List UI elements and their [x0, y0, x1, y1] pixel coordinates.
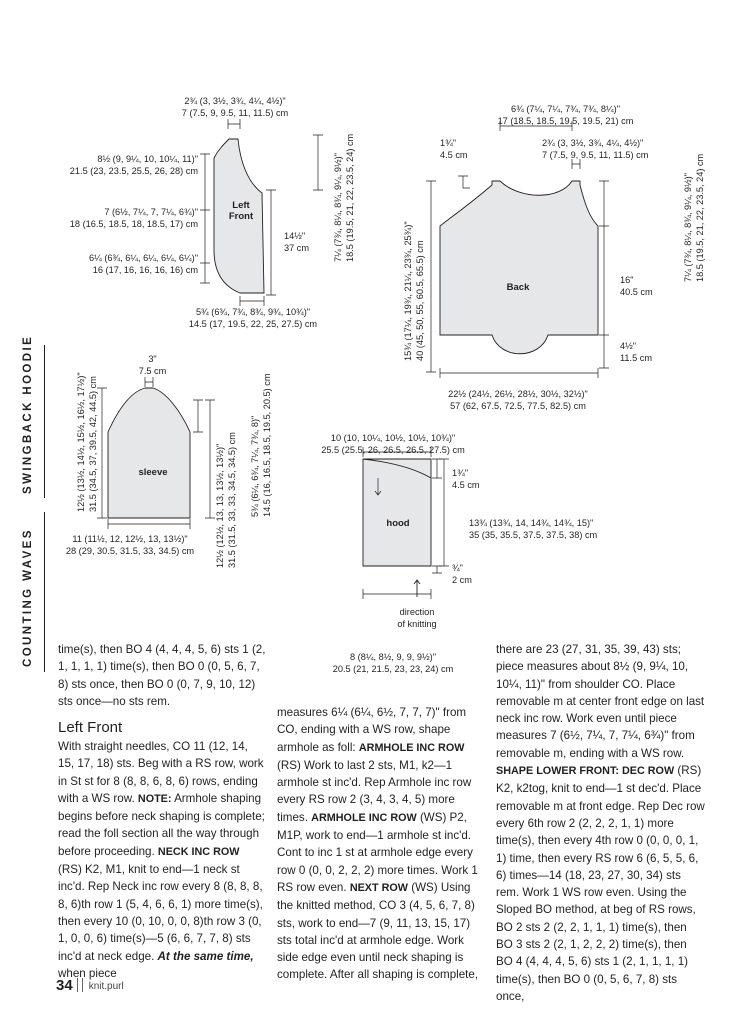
back-title: Back — [506, 282, 530, 293]
back-swing: 4½" 11.5 cm — [620, 341, 652, 363]
back-body-len: 16" 40.5 cm — [620, 275, 653, 297]
hood-direction: direction of knitting — [397, 607, 437, 629]
sleeve-top: 3" 7.5 cm — [138, 354, 167, 376]
lf-armhole: 7¼ (7¾, 8¼, 8¾, 9¼, 9½)" 18.5 (19.5, 21, 22, 23.5, 24) cm — [333, 133, 355, 262]
hood-slope: 1¾" 4.5 cm — [452, 468, 480, 490]
back-bottom-width: 22½ (24½, 26½, 28½, 30½, 32½)" 57 (62, 67.5, 72.5, 77.5, 82.5) cm — [448, 389, 588, 411]
hood-title: hood — [386, 518, 410, 529]
lf-bottom-width: 5¾ (6¾, 7¾, 8¾, 9¾, 10¾)" 14.5 (17, 19.5, 22, 25, 27.5) cm — [188, 307, 318, 329]
back-neck-drop: 1¾" 4.5 cm — [440, 138, 468, 160]
sleeve-left-height: 12½ (13½, 14½, 15½, 16½, 17½)" 31.5 (34.5, 37, 39.5, 42, 44.5) cm — [76, 372, 98, 512]
back-armhole: 7¼ (7¾, 8¼, 8¾, 9¼, 9½)" 18.5 (19.5, 21, 22, 23.5, 24) cm — [683, 153, 705, 282]
sleeve-title: sleeve — [138, 467, 168, 478]
lf-mid-a: 7 (6½, 7¼, 7, 7¼, 6¾)" 18 (16.5, 18.5, 18, 18.5, 17) cm — [69, 207, 198, 229]
section-title: COUNTING WAVES — [22, 528, 34, 667]
hood-notch: ¾" 2 cm — [452, 563, 472, 585]
pattern-title: SWINGBACK HOODIE — [22, 334, 34, 494]
lf-length: 14½" 37 cm — [284, 231, 310, 253]
footer-divider — [77, 978, 83, 992]
hood-bottom: 8 (8¼, 8½, 9, 9, 9½)" 20.5 (21, 21.5, 23, 23, 24) cm — [332, 652, 454, 674]
sleeve-length: 12½ (12½, 13, 13, 13½, 13½)" 31.5 (31.5, 33, 33, 34.5, 34.5) cm — [215, 432, 237, 568]
brand-name: knit.purl — [88, 981, 124, 992]
lf-top-width: 2¾ (3, 3½, 3¾, 4¼, 4½)" 7 (7.5, 9, 9.5, 11, 11.5) cm — [181, 96, 289, 118]
sleeve-bottom: 11 (11½, 12, 12½, 13, 13½)" 28 (29, 30.5, 31.5, 33, 34.5) cm — [65, 534, 195, 556]
back-shoulder: 2¾ (3, 3½, 3¾, 4¼, 4½)" 7 (7.5, 9, 9.5, 11, 11.5) cm — [542, 138, 649, 160]
col2-body: measures 6¼ (6¼, 6½, 7, 7, 7)" from CO, ending with a WS row, shape armhole as foll: ARMHOLE INC ROW (RS) Work to last 2 sts, M1, k2—1 armhole st inc'd. Rep Armhole inc row every RS row 2 (3, 4, 3, 4, 5) more times. ARMHOLE INC ROW (WS) P2, M1P, work to end—1 armhole st inc'd. Cont to inc 1 st at armhole edge every row 0 (0, 0, 2, 2, 2) more times. Work 1 RS row even. NEXT ROW (WS) Using the knitted method, CO 3 (4, 5, 6, 7, 8) sts, work to end—7 (9, 11, 13, 15, 17) sts total inc'd at armhole edge. Work side edge even until neck shaping is complete. After all shaping is complete, — [277, 706, 479, 982]
page-footer — [56, 977, 124, 994]
back-height: 15¾ (17¼, 19¾, 21¼, 23¾, 25¾)" 40 (45, 50, 55, 60.5, 65.5) cm — [403, 221, 425, 361]
col1-body: With straight needles, CO 11 (12, 14, 15, 17, 18) sts. Beg with a RS row, work in St st for 8 (8, 8, 6, 8, 6) rows, ending with a WS row. NOTE: Armhole shaping begins before neck shaping is complete; read the foll section all the way through before proceeding. NECK INC ROW (RS) K2, M1, knit to end—1 neck st inc'd. Rep Neck inc row every 8 (8, 8, 8, 8, 6)th row 1 (5, 4, 6, 6, 1) more time(s), then every 10 (0, 10, 0, 0, 8)th row 3 (0, 1, 0, 0, 6) time(s)—5 (6, 6, 7, 7, 8) sts inc'd at neck edge. At the same time, when piece — [58, 740, 265, 980]
hood-top: 10 (10, 10¼, 10½, 10½, 10¾)" 25.5 (25.5, 26, 26.5, 26.5, 27.5) cm — [321, 433, 465, 455]
back-shape — [440, 181, 598, 354]
col3-body: there are 23 (27, 31, 35, 39, 43) sts; piece measures about 8½ (9, 9¼, 10, 10¼, 11)" from shoulder CO. Place removable m at center front edge on last neck inc row. Work even until piece measures 7 (6½, 7¼, 7, 7¼, 6¾)" from removable m, ending with a WS row. SHAPE LOWER FRONT: DEC ROW (RS) K2, k2tog, knit to end—1 st dec'd. Place removable m at front edge. Rep Dec row every 6th row 2 (2, 2, 2, 1, 1) more time(s), then every 4th row 0 (0, 0, 0, 1, 1) time, then every RS row 6 (6, 5, 5, 6, 6) times—14 (18, 23, 27, 30, 34) sts rem. Work 1 WS row even. Using the Sloped BO method, at beg of RS rows, BO 2 sts 2 (2, 2, 1, 1, 1) time(s), then BO 3 sts 2 (2, 1, 2, 2, 2) time(s), then BO 4 (4, 4, 4, 5, 6) sts 1 (2, 1, 1, 1, 1) time(s), then BO 0 (0, 5, 6, 7, 8) sts once, — [496, 643, 705, 1003]
sleeve-shape — [108, 388, 190, 518]
left-front-heading: Left Front — [58, 719, 123, 736]
lf-neck-depth: 8½ (9, 9¼, 10, 10¼, 11)" 21.5 (23, 23.5, 25.5, 26, 28) cm — [69, 154, 198, 176]
page-number: 34 — [56, 977, 73, 994]
lf-mid-b: 6¼ (6¾, 6¼, 6¼, 6¼, 6¼)" 16 (17, 16, 16, 16, 16) cm — [89, 253, 198, 275]
back-top-width: 6¾ (7¼, 7¼, 7¾, 7¾, 8¼)" 17 (18.5, 18.5, 19.5, 19.5, 21) cm — [497, 104, 634, 126]
col1-intro: time(s), then BO 4 (4, 4, 4, 5, 6) sts 1 (2, 1, 1, 1, 1) time(s), then BO 0 (0, 5, 6, 7, 8) sts once, then BO 0 (0, 7, 9, 10, 12) sts once—no sts rem. — [58, 643, 266, 708]
hood-shape — [363, 459, 431, 566]
sleeve-cap: 5¾ (6¼, 6¾, 7¼, 7¾, 8)" 14.5 (16, 16.5, 18.5, 19.5, 20.5) cm — [250, 373, 272, 517]
hood-height: 13¾ (13¾, 14, 14¾, 14¾, 15)" 35 (35, 35.5, 37.5, 37.5, 38) cm — [469, 518, 598, 540]
lf-title: Left Front — [228, 200, 254, 222]
